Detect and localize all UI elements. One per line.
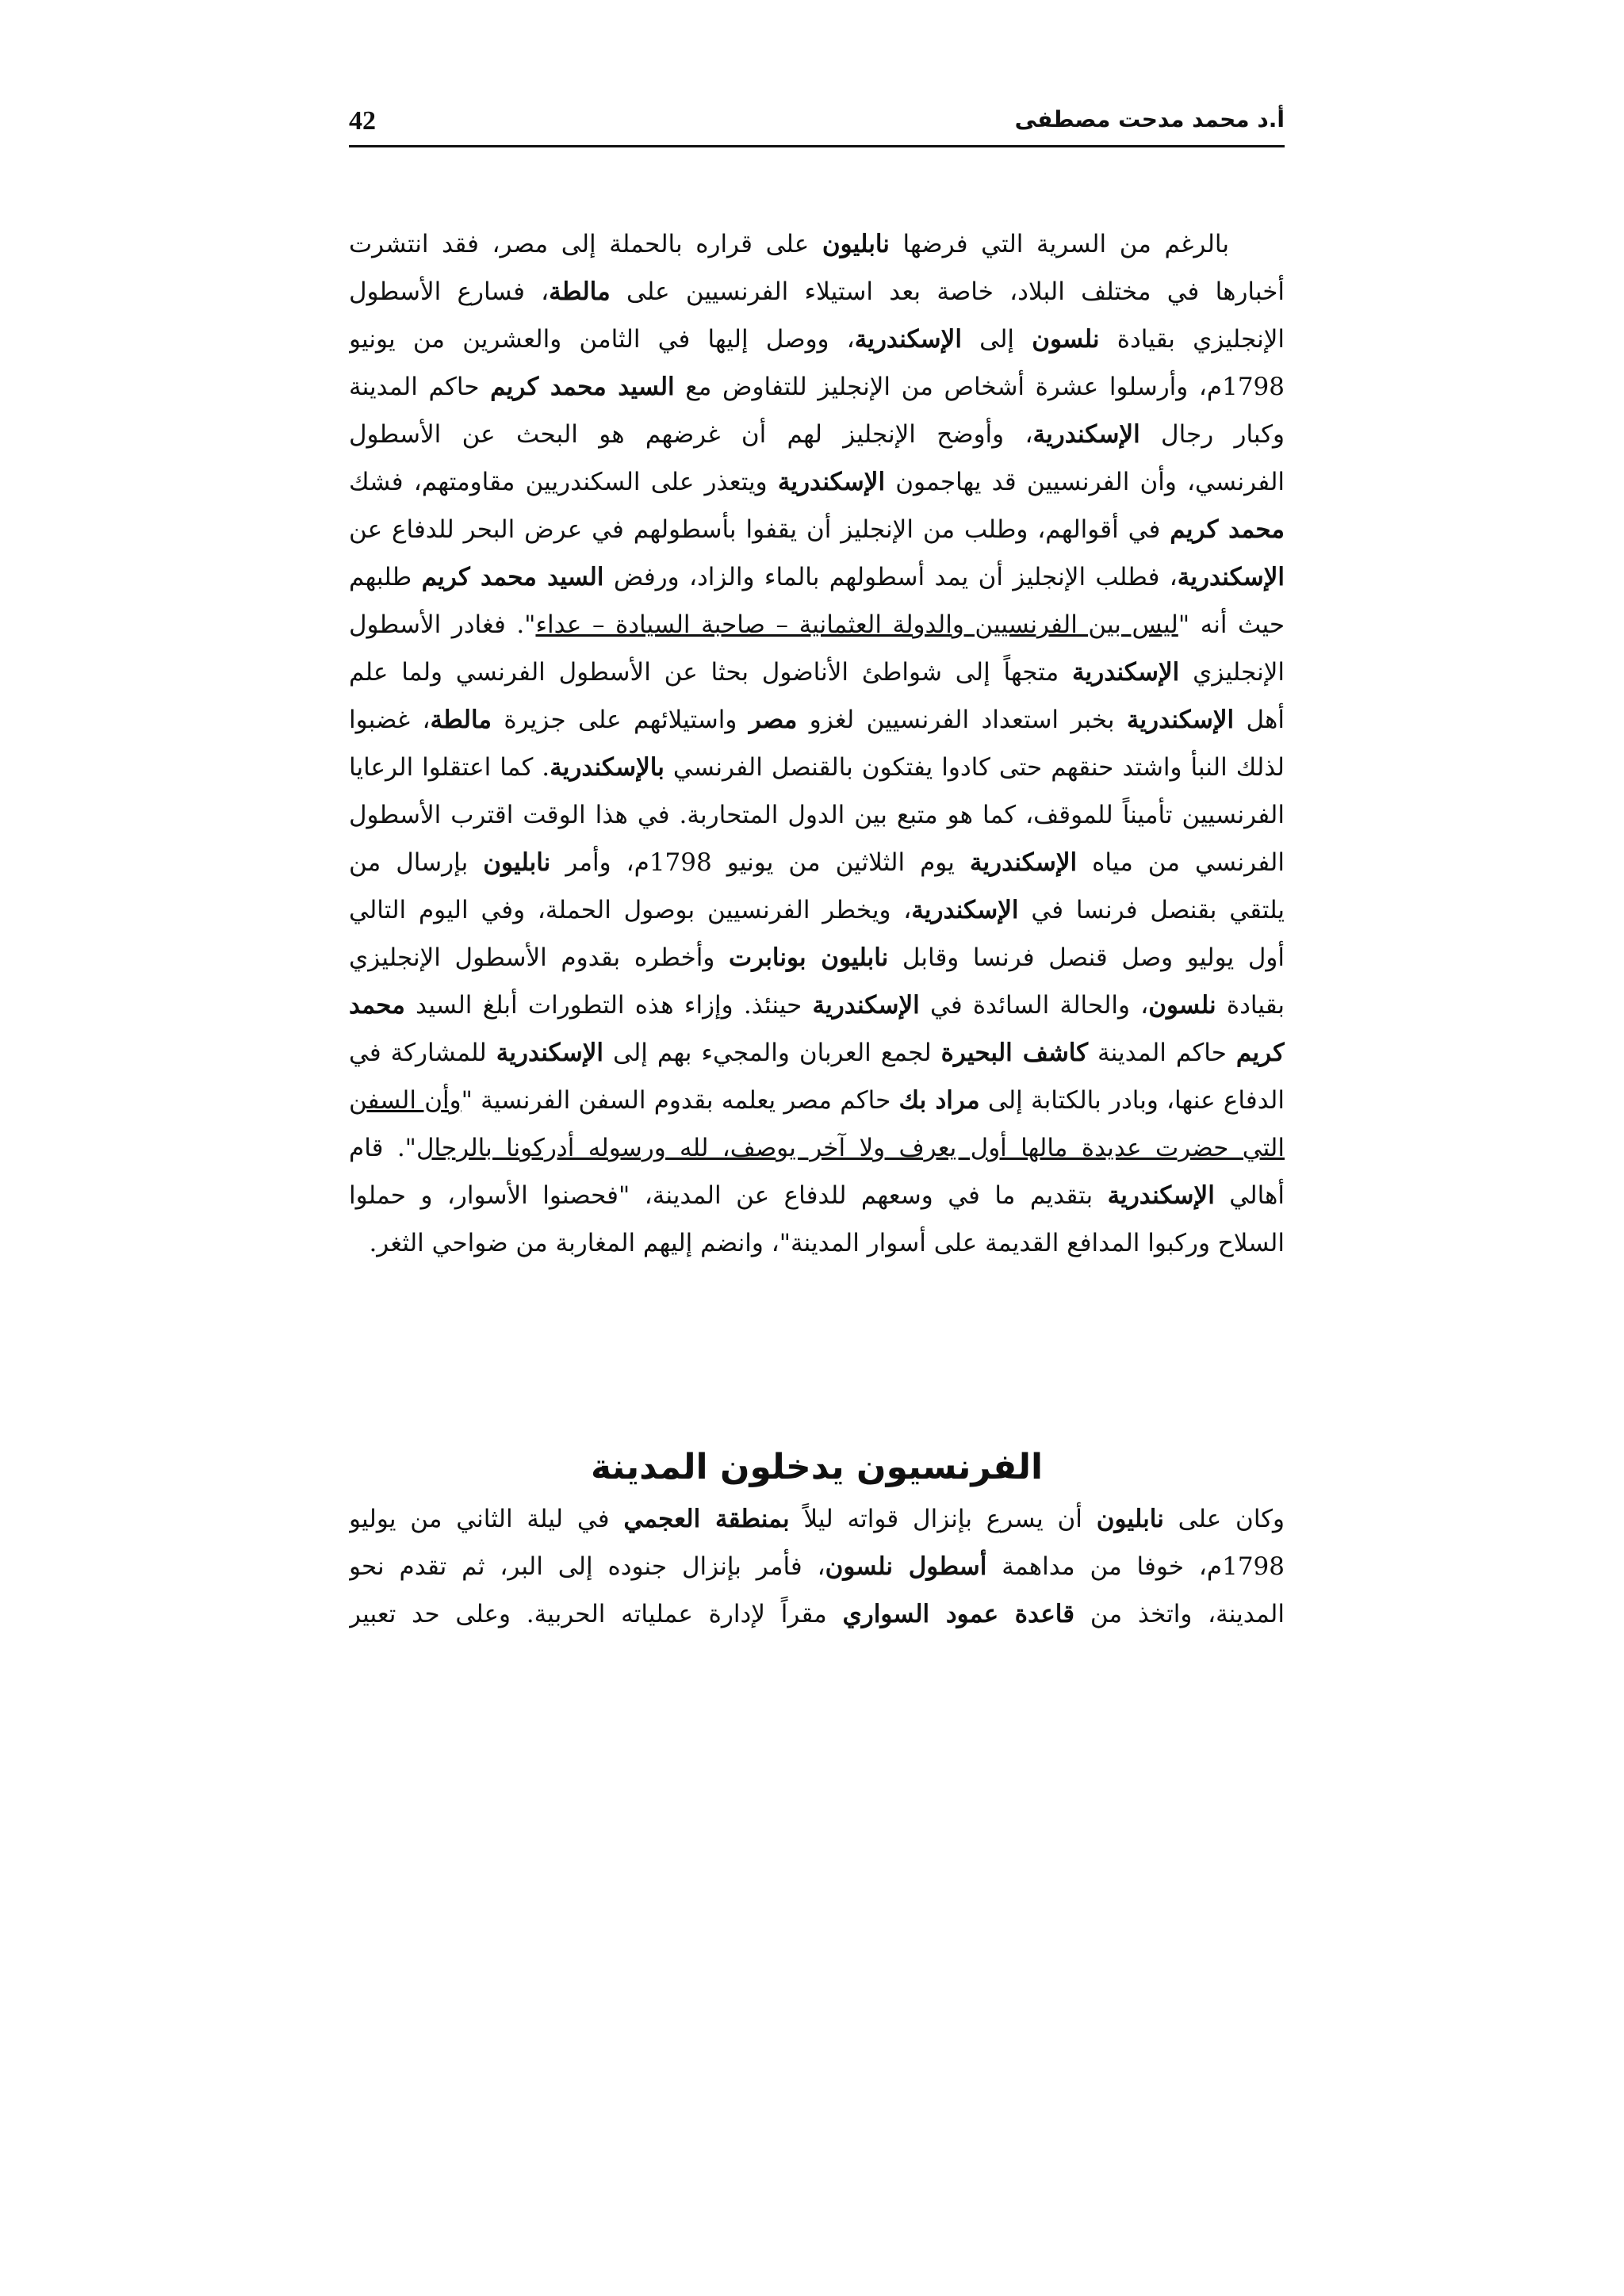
text-run: وكان على	[1163, 1505, 1285, 1533]
text-line	[349, 506, 1285, 553]
text-run: المدينة، واتخذ من	[1074, 1600, 1285, 1628]
section-heading: الفرنسيون يدخلون المدينة	[590, 1447, 1044, 1487]
text-run: حيث أنه "	[1178, 610, 1285, 639]
text-line	[349, 220, 1285, 268]
bold-term: نابليون	[1096, 1505, 1164, 1533]
text-line	[349, 1543, 1285, 1590]
text-run: ويتعذر على السكندريين مقاومتهم، فشك	[349, 468, 778, 496]
text-run: مقراً لإدارة عملياته الحربية. وعلى حد تعبير	[349, 1600, 843, 1628]
body-paragraph	[349, 220, 1285, 1267]
text-line	[349, 1590, 1285, 1638]
text-run: لجمع العربان والمجيء بهم إلى	[603, 1039, 941, 1067]
text-run: بالرغم من السرية التي فرضها	[889, 230, 1229, 258]
bold-term: الإسكندرية	[496, 1039, 603, 1067]
text-run: أن يسرع بإنزال قواته ليلاً	[789, 1505, 1097, 1533]
text-line	[349, 1219, 1285, 1267]
text-run: 1798م، وأرسلوا عشرة أشخاص من الإنجليز للتفاوض مع	[674, 373, 1285, 401]
text-run: بقيادة	[1216, 991, 1285, 1020]
bold-term: بمنطقة العجمي	[623, 1505, 790, 1533]
text-run: متجهاً إلى شواطئ الأناضول بحثا عن الأسطول الفرنسي ولما علم	[349, 658, 1073, 687]
text-run: ". قام	[349, 1134, 416, 1162]
text-run: . كما اعتقلوا الرعايا	[349, 753, 550, 782]
text-run: ، فأمر بإنزال جنوده إلى البر، ثم تقدم نحو	[349, 1552, 825, 1581]
text-run: للمشاركة في	[349, 1039, 496, 1067]
bold-term: نابليون	[822, 230, 890, 258]
bold-term: الإسكندرية	[1032, 420, 1140, 449]
bold-term: الإسكندرية	[1072, 658, 1180, 687]
text-run: الدفاع عنها، وبادر بالكتابة إلى	[979, 1086, 1285, 1115]
text-run: أول يوليو وصل قنصل فرنسا وقابل	[888, 943, 1285, 972]
running-header-author: أ.د محمد مدحت مصطفى	[1014, 106, 1285, 132]
bold-term: مصر	[749, 706, 798, 734]
text-run: 1798م، خوفا من مداهمة	[986, 1552, 1285, 1581]
bold-term: أسطول نلسون	[825, 1552, 987, 1581]
text-run: واستيلائهم على جزيرة	[492, 706, 749, 734]
text-run: أهالي	[1214, 1181, 1285, 1210]
text-line	[349, 601, 1285, 649]
text-line	[349, 886, 1285, 934]
text-line	[349, 1077, 1285, 1124]
text-run: بخبر استعداد الفرنسيين لغزو	[797, 706, 1127, 734]
text-run: بتقديم ما في وسعهم للدفاع عن المدينة، "فحصنوا الأسوار، و حملوا	[349, 1181, 1108, 1210]
bold-term: مالطة	[430, 706, 492, 734]
text-run: في أقوالهم، وطلب من الإنجليز أن يقفوا بأسطولهم في عرض البحر للدفاع عن	[349, 515, 1170, 544]
text-run: بإرسال من	[349, 848, 484, 877]
text-run: في ليلة الثاني من يوليو	[349, 1505, 624, 1533]
text-run: ، وأوضح الإنجليز لهم أن غرضهم هو البحث عن الأسطول	[349, 420, 1033, 449]
bold-term: نلسون	[1032, 325, 1100, 354]
underlined-quote: وأن السفن	[349, 1086, 462, 1115]
text-run: حاكم المدينة	[1088, 1039, 1236, 1067]
text-line	[349, 839, 1285, 886]
underlined-quote: التي حضرت عديدة مالها أول يعرف ولا آخر يوصف، لله ورسوله أدركونا بالرجال	[416, 1134, 1285, 1162]
text-line	[349, 268, 1285, 316]
text-line	[349, 791, 1285, 839]
text-line	[349, 649, 1285, 696]
bold-term: نابليون	[483, 848, 551, 877]
text-run: أهل	[1234, 706, 1285, 734]
bold-term: نلسون	[1148, 991, 1216, 1020]
text-line	[349, 982, 1285, 1029]
text-run: ". فغادر الأسطول	[349, 610, 536, 639]
header-rule	[349, 145, 1285, 147]
page-number: 42	[349, 106, 376, 136]
text-run: ، غضبوا	[349, 706, 431, 734]
text-run: وأخطره بقدوم الأسطول الإنجليزي	[349, 943, 729, 972]
bold-term: السيد محمد كريم	[490, 373, 675, 401]
text-run: السلاح وركبوا المدافع القديمة على أسوار المدينة"، وانضم إليهم المغاربة من ضواحي الثغر.	[369, 1229, 1285, 1257]
text-run: حاكم مصر يعلمه بقدوم السفن الفرنسية "	[461, 1086, 899, 1115]
text-run: الفرنسي، وأن الفرنسيين قد يهاجمون	[885, 468, 1285, 496]
bold-term: الإسكندرية	[812, 991, 920, 1020]
text-line	[349, 934, 1285, 982]
text-line	[349, 411, 1285, 458]
bold-term: بالإسكندرية	[550, 753, 665, 782]
bold-term: كريم	[1235, 1039, 1285, 1067]
text-run: ، ووصل إليها في الثامن والعشرين من يونيو	[349, 325, 855, 354]
bold-term: الإسكندرية	[854, 325, 962, 354]
bold-term: مالطة	[549, 277, 611, 306]
text-line	[349, 553, 1285, 601]
bold-term: الإسكندرية	[969, 848, 1078, 877]
text-run: يلتقي بقنصل فرنسا في	[1018, 896, 1285, 924]
text-line	[349, 1029, 1285, 1077]
text-run: وكبار رجال	[1139, 420, 1285, 449]
bold-term: الإسكندرية	[911, 896, 1019, 924]
bold-term: محمد كريم	[1170, 515, 1285, 544]
text-run: ، ويخطر الفرنسيين بوصول الحملة، وفي اليوم التالي	[349, 896, 912, 924]
text-run: ، فطلب الإنجليز أن يمد أسطولهم بالماء والزاد، ورفض	[603, 563, 1178, 591]
bold-term: الإسكندرية	[777, 468, 886, 496]
underlined-quote: ليس بين الفرنسيين والدولة العثمانية – صاحبة السيادة – عداء	[535, 610, 1178, 639]
text-run: أخبارها في مختلف البلاد، خاصة بعد استيلاء الفرنسيين على	[610, 277, 1285, 306]
bold-term: قاعدة عمود السواري	[842, 1600, 1075, 1628]
text-run: طلبهم	[349, 563, 422, 591]
page-header	[349, 101, 1285, 147]
text-run: على قراره بالحملة إلى مصر، فقد انتشرت	[349, 230, 822, 258]
text-line	[349, 1172, 1285, 1219]
bold-term: الإسكندرية	[1126, 706, 1235, 734]
bold-term: نابليون بونابرت	[728, 943, 889, 972]
text-run: إلى	[961, 325, 1032, 354]
text-line	[349, 744, 1285, 791]
bold-term: محمد	[349, 991, 405, 1020]
text-line	[349, 696, 1285, 744]
text-run: الفرنسي من مياه	[1077, 848, 1285, 877]
text-line	[349, 363, 1285, 411]
text-line	[349, 1495, 1285, 1543]
text-line	[349, 458, 1285, 506]
text-run: يوم الثلاثين من يونيو 1798م، وأمر	[550, 848, 970, 877]
bold-term: الإسكندرية	[1177, 563, 1285, 591]
text-run: الفرنسيين تأميناً للموقف، كما هو متبع بين الدول المتحاربة. في هذا الوقت اقترب الأسطول	[349, 801, 1285, 829]
bold-term: مراد بك	[898, 1086, 980, 1115]
bold-term: كاشف البحيرة	[940, 1039, 1089, 1067]
section-paragraph	[349, 1495, 1285, 1638]
text-run: حينئذ. وإزاء هذه التطورات أبلغ السيد	[404, 991, 813, 1020]
text-run: لذلك النبأ واشتد حنقهم حتى كادوا يفتكون بالقنصل الفرنسي	[664, 753, 1285, 782]
text-run: ، فسارع الأسطول	[349, 277, 550, 306]
bold-term: السيد محمد كريم	[421, 563, 604, 591]
text-line	[349, 316, 1285, 363]
text-run: ، والحالة السائدة في	[919, 991, 1149, 1020]
bold-term: الإسكندرية	[1107, 1181, 1215, 1210]
text-run: حاكم المدينة	[349, 373, 491, 401]
text-run: الإنجليزي	[1179, 658, 1285, 687]
text-run: الإنجليزي بقيادة	[1099, 325, 1285, 354]
text-line	[349, 1124, 1285, 1172]
